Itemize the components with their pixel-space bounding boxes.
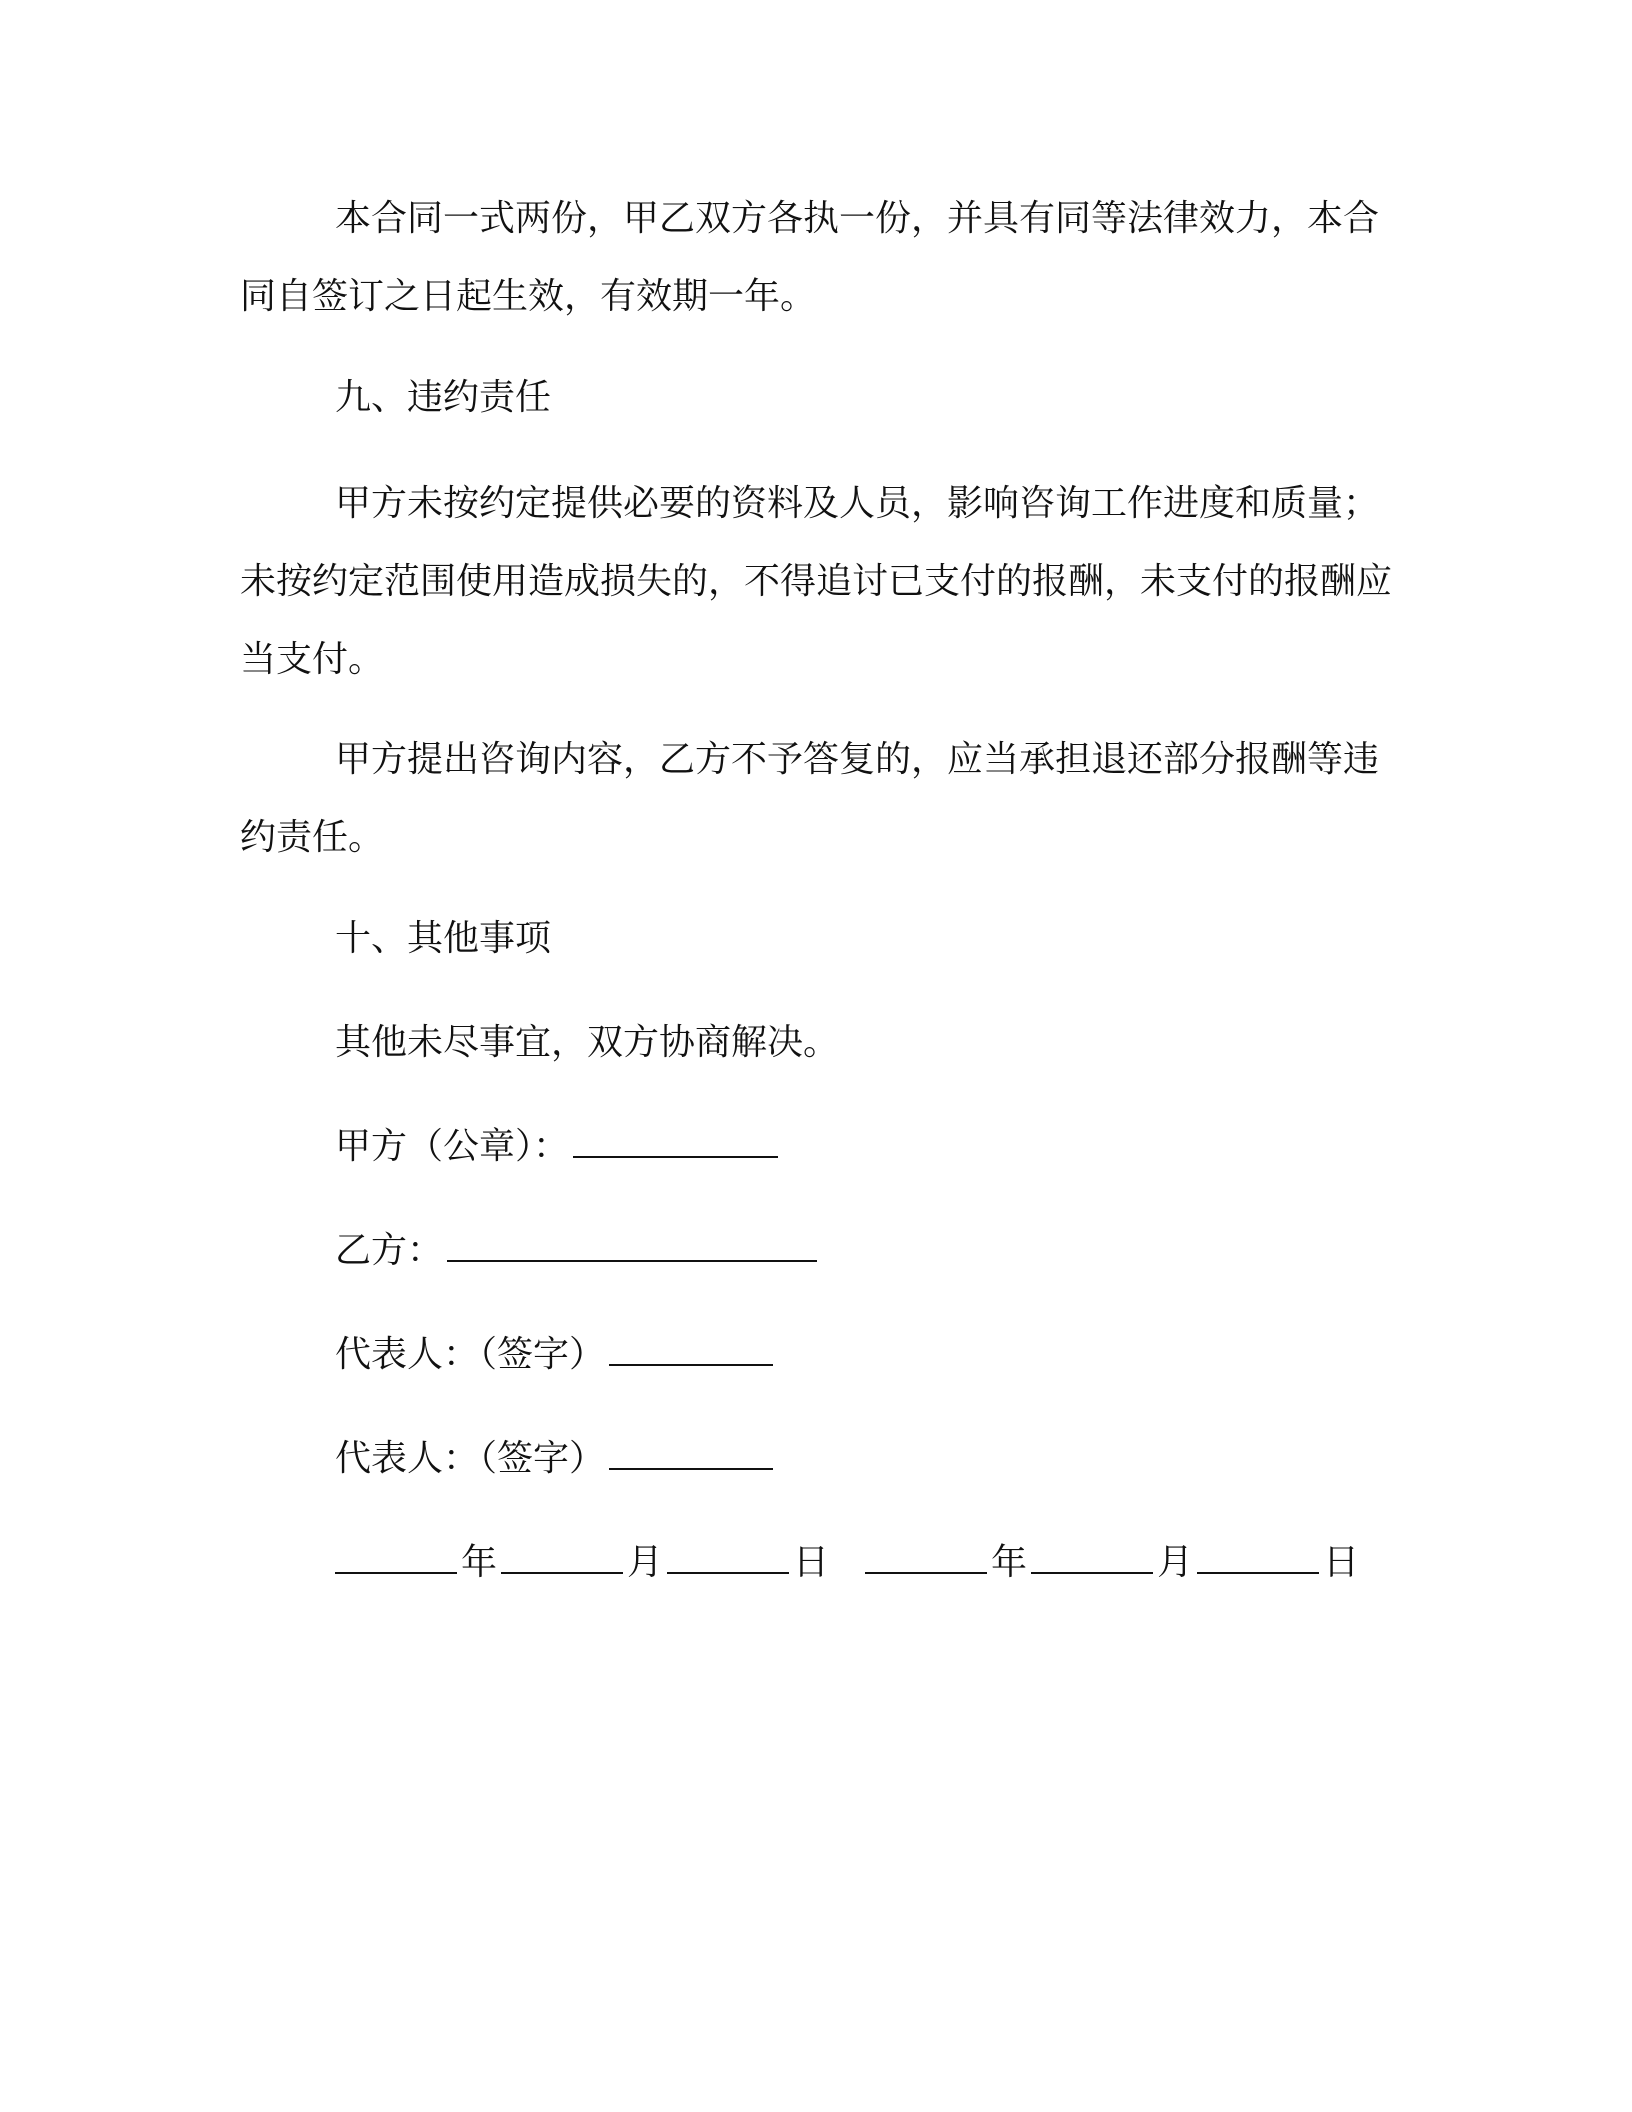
- year-label-2: 年: [991, 1542, 1028, 1583]
- breach-paragraph-party-b: 甲方提出咨询内容，乙方不予答复的，应当承担退还部分报酬等违约责任。: [240, 739, 1380, 858]
- section-heading-other: 十、其他事项: [335, 918, 552, 959]
- day-label-2: 日: [1323, 1542, 1360, 1583]
- year-blank-2: [865, 1534, 987, 1574]
- day-blank-2: [1197, 1534, 1319, 1574]
- month-blank-1: [501, 1534, 623, 1574]
- validity-paragraph: 本合同一式两份，甲乙双方各执一份，并具有同等法律效力，本合同自签订之日起生效，有效期一年。: [240, 198, 1380, 317]
- party-a-signature-line: [335, 1108, 782, 1186]
- party-a-blank: [573, 1118, 778, 1158]
- party-b-label: 乙方：: [335, 1230, 444, 1271]
- party-b-blank: [447, 1222, 817, 1262]
- day-label-1: 日: [793, 1542, 830, 1583]
- representative-label-2: 代表人：（签字）: [335, 1438, 606, 1479]
- month-label-2: 月: [1157, 1542, 1194, 1583]
- representative-blank-1: [609, 1326, 773, 1366]
- representative-label-1: 代表人：（签字）: [335, 1334, 606, 1375]
- year-blank-1: [335, 1534, 457, 1574]
- month-label-1: 月: [627, 1542, 664, 1583]
- month-blank-2: [1031, 1534, 1153, 1574]
- party-b-signature-line: [335, 1212, 821, 1290]
- party-a-label: 甲方（公章）：: [335, 1126, 570, 1167]
- representative-signature-line-2: [335, 1420, 777, 1498]
- day-blank-1: [667, 1534, 789, 1574]
- section-heading-breach: 九、违约责任: [335, 377, 552, 418]
- representative-signature-line-1: [335, 1316, 777, 1394]
- breach-paragraph-party-a: 甲方未按约定提供必要的资料及人员，影响咨询工作进度和质量；未按约定范围使用造成损失的，不得追讨已支付的报酬，未支付的报酬应当支付。: [240, 483, 1393, 680]
- other-matters-paragraph: 其他未尽事宜，双方协商解决。: [335, 1022, 840, 1063]
- representative-blank-2: [609, 1430, 773, 1470]
- date-line: [335, 1524, 1359, 1602]
- year-label-1: 年: [461, 1542, 498, 1583]
